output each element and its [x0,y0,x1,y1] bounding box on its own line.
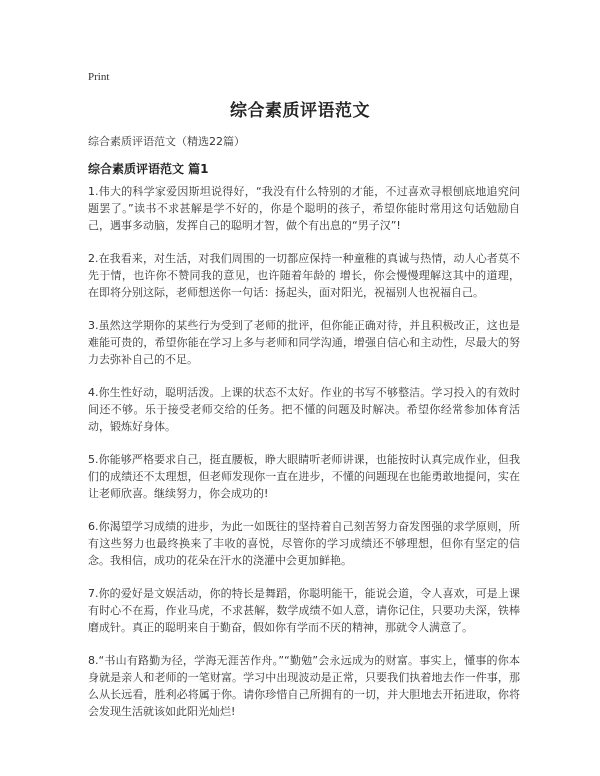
paragraph: 8.“书山有路勤为径，学海无涯苦作舟。”“勤勉”会永远成为的财富。事实上，懂事的你本身就是亲人和老师的一笔财富。学习中出现波动是正常，只要我们执着地去作一件事，那么从长远看，胜利必将属于你。请你珍惜自己所拥有的一切，并大胆地去开拓进取，你将会发现生活就该如此阳光灿烂! [88,654,520,718]
section-heading: 综合素质评语范文 篇1 [88,162,209,176]
paragraph: 1.伟大的科学家爱因斯坦说得好，“我没有什么特别的才能，不过喜欢寻根刨底地追究问题罢了。”读书不求甚解是学不好的，你是个聪明的孩子，希望你能时常用这句话勉励自己，遇事多动脑，发挥自己的聪明才智，做个有出息的“男子汉”! [88,185,520,232]
document-subtitle: 综合素质评语范文（精选22篇） [88,135,245,148]
paragraph: 5.你能够严格要求自己，挺直腰板，睁大眼睛听老师讲课，也能按时认真完成作业，但我们的成绩还不太理想，但老师发现你一直在进步，不懂的问题现在也能勇敢地提问，实在让老师欣喜。继续努力，你会成功的! [88,453,520,500]
paragraph: 6.你渴望学习成绩的进步，为此一如既往的坚持着自己刻苦努力奋发图强的求学原则，所有这些努力也最终换来了丰收的喜悦，尽管你的学习成绩还不够理想，但你有坚定的信念。我相信，成功的花朵在汗水的浇灌中会更加鲜艳。 [88,520,520,567]
article-body [88,183,520,736]
page-title: 综合素质评语范文 [230,101,370,121]
paragraph: 4.你生性好动，聪明活泼。上课的状态不太好。作业的书写不够整洁。学习投入的有效时间还不够。乐于接受老师交给的任务。把不懂的问题及时解决。希望你经常参加体育活动，锻炼好身体。 [88,386,520,433]
paragraph: 3.虽然这学期你的某些行为受到了老师的批评，但你能正确对待，并且积极改正，这也是难能可贵的，希望你能在学习上多与老师和同学沟通，增强自信心和主动性，尽最大的努力去弥补自己的不足。 [88,319,520,366]
print-label: Print [88,71,110,83]
paragraph: 2.在我看来，对生活，对我们周围的一切都应保持一种童稚的真诚与热情，动人心者莫不先于情，也许你不赞同我的意见，也许随着年龄的 增长，你会慢慢理解这其中的道理，在即将分别这际，老师想送你一句话：扬起头，面对阳光，祝福别人也祝福自己。 [88,252,520,299]
paragraph: 7.你的爱好是文娱活动，你的特长是舞蹈，你聪明能干，能说会道，令人喜欢，可是上课有时心不在焉，作业马虎，不求甚解，数学成绩不如人意，请你记住，只要功夫深，铁棒磨成针。真正的聪明来自于勤奋，假如你有学而不厌的精神，那就令人满意了。 [88,587,520,634]
